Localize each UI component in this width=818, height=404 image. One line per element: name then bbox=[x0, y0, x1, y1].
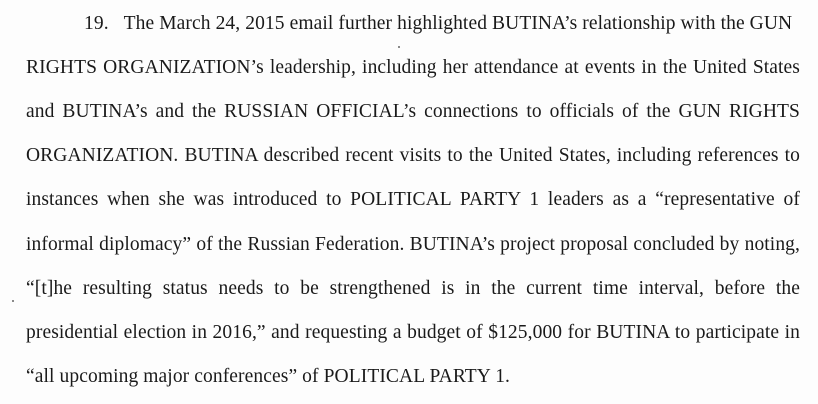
scan-speck bbox=[398, 46, 400, 48]
paragraph-line-3: and BUTINA’s and the RUSSIAN OFFICIAL’s connections to officials of the GUN RIGHTS bbox=[26, 101, 800, 122]
paragraph-line-8: presidential election in 2016,” and requesting a budget of $125,000 for BUTINA to participate in bbox=[26, 322, 800, 343]
paragraph-line-1 bbox=[84, 12, 800, 36]
paragraph-number: 19. bbox=[84, 13, 109, 34]
paragraph-line-9: “all upcoming major conferences” of POLITICAL PARTY 1. bbox=[26, 366, 511, 387]
paragraph-line-2: RIGHTS ORGANIZATION’s leadership, including her attendance at events in the United States bbox=[26, 57, 800, 78]
paragraph-line-5: instances when she was introduced to POLITICAL PARTY 1 leaders as a “representative of bbox=[26, 189, 800, 210]
scan-speck bbox=[12, 300, 14, 302]
paragraph-line-7: “[t]he resulting status needs to be strengthened is in the current time interval, before the bbox=[26, 278, 800, 299]
paragraph-line-4: ORGANIZATION. BUTINA described recent visits to the United States, including references to bbox=[26, 145, 800, 166]
paragraph-line-6: informal diplomacy” of the Russian Federation. BUTINA’s project proposal concluded by noting, bbox=[26, 234, 800, 255]
paragraph-line-1-text: The March 24, 2015 email further highlighted BUTINA’s relationship with the GUN bbox=[123, 13, 793, 34]
